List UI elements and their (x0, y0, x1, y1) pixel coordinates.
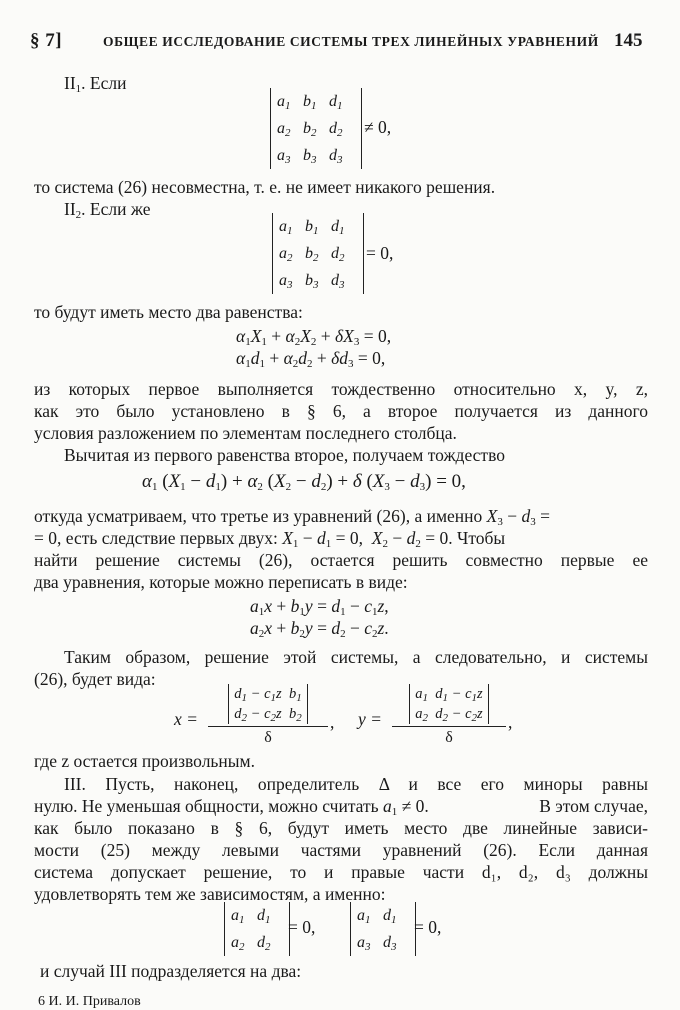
running-title: ОБЩЕЕ ИССЛЕДОВАНИЕ СИСТЕМЫ ТРЕХ ЛИНЕЙНЫХ УРАВНЕНИЙ (103, 34, 599, 49)
equation-identity-2: $\alpha_1d_1 + \alpha_2d_2 + \delta d_3 = 0$, (236, 348, 386, 370)
determinant-2x2-2: $a_1$ $d_1$ $a_3$ $d_3$ (350, 902, 416, 956)
footer-signature: 6 И. И. Привалов (38, 994, 141, 1009)
eq-zero-2: = 0, (288, 917, 316, 937)
x-equals: x = (174, 709, 198, 729)
y-equals: y = (358, 709, 382, 729)
p6-line-5: система допускает решение, то и правые части d₁, d₂, d₃ должны (34, 862, 648, 882)
eq-zero-1: = 0, (366, 243, 394, 263)
p5: где z остается произвольным. (34, 751, 255, 771)
p6-line-2: нулю. Не уменьшая общности, можно считать $a_1 \ne 0$. В этом случае, (34, 796, 648, 818)
p6-line-1: III. Пусть, наконец, определитель Δ и все его миноры равны (64, 774, 648, 794)
p3-line-4: два уравнения, которые можно переписать в виде: (34, 572, 408, 592)
after-det1: то система (26) несовместна, т. е. не имеет никакого решения. (34, 177, 496, 197)
comma: , (330, 712, 335, 732)
eq-zero-3: = 0, (414, 917, 442, 937)
case-ii1-label: $II_1$. Если (64, 73, 127, 95)
p4-line-1: Таким образом, решение этой системы, а следовательно, и системы (64, 647, 648, 667)
equation-subtraction: $\alpha_1$ $(X_1 - d_1) + \alpha_2$ $(X_2 - d_2) + \delta$ $(X_3 - d_3) = 0$, (142, 471, 466, 493)
page-number: 145 (614, 30, 643, 51)
p3-line-3: найти решение системы (26), остается решить совместно первые ее (34, 550, 648, 570)
p1-line-2: как это было установлено в § 6, а второе получается из данного (34, 401, 648, 421)
equation-identity-1: $\alpha_1X_1 + \alpha_2X_2 + \delta X_3 = 0$, (236, 326, 392, 348)
determinant-3x3-1: $a_1$ $b_1$ $d_1$ $a_2$ $b_2$ $d_2$ $a_3$ $b_3$ $d_3$ (270, 88, 362, 169)
p4-line-2: (26), будет вида: (34, 669, 156, 689)
p6-line-3: как было показано в § 6, будут иметь место две линейные зависи- (34, 818, 648, 838)
determinant-2x2-1: $a_1$ $d_1$ $a_2$ $d_2$ (224, 902, 290, 956)
y-fraction: $a_1$ $d_1 - c_1z$ $a_2$ $d_2 - c_2z$ δ (392, 684, 506, 749)
case-ii2-label: $II_2$. Если же (64, 199, 151, 221)
p-two-eq: то будут иметь место два равенства: (34, 302, 303, 322)
ne-zero: ≠ 0, (364, 117, 392, 137)
x-fraction: $d_1 - c_1z$ $b_1$ $d_2 - c_2z$ $b_2$ δ (208, 684, 328, 749)
p2: Вычитая из первого равенства второе, получаем тождество (64, 445, 505, 465)
system-eq-2: $a_2x + b_2y = d_2 - c_2z$. (250, 618, 389, 640)
p6-line-4: мости (25) между левыми частями уравнений (26). Если данная (34, 840, 648, 860)
system-eq-1: $a_1x + b_1y = d_1 - c_1z$, (250, 596, 389, 618)
p3-line-2: = 0, есть следствие первых двух: $X_1 - d_1 = 0$, $X_2 - d_2 = 0$. Чтобы (34, 528, 506, 550)
section-number: § 7] (30, 30, 63, 51)
p1-line-3: условия разложением по элементам последнего столбца. (34, 423, 457, 443)
determinant-3x3-2: $a_1$ $b_1$ $d_1$ $a_2$ $b_2$ $d_2$ $a_3$ $b_3$ $d_3$ (272, 213, 364, 294)
p6-line-6: удовлетворять тем же зависимостям, а именно: (34, 884, 386, 904)
comma: , (508, 712, 513, 732)
p3-line-1: откуда усматриваем, что третье из уравнений (26), а именно $X_3 - d_3$ = (34, 506, 550, 528)
p1-line-1: из которых первое выполняется тождественно относительно x, y, z, (34, 379, 648, 399)
p7: и случай III подразделяется на два: (40, 961, 302, 981)
